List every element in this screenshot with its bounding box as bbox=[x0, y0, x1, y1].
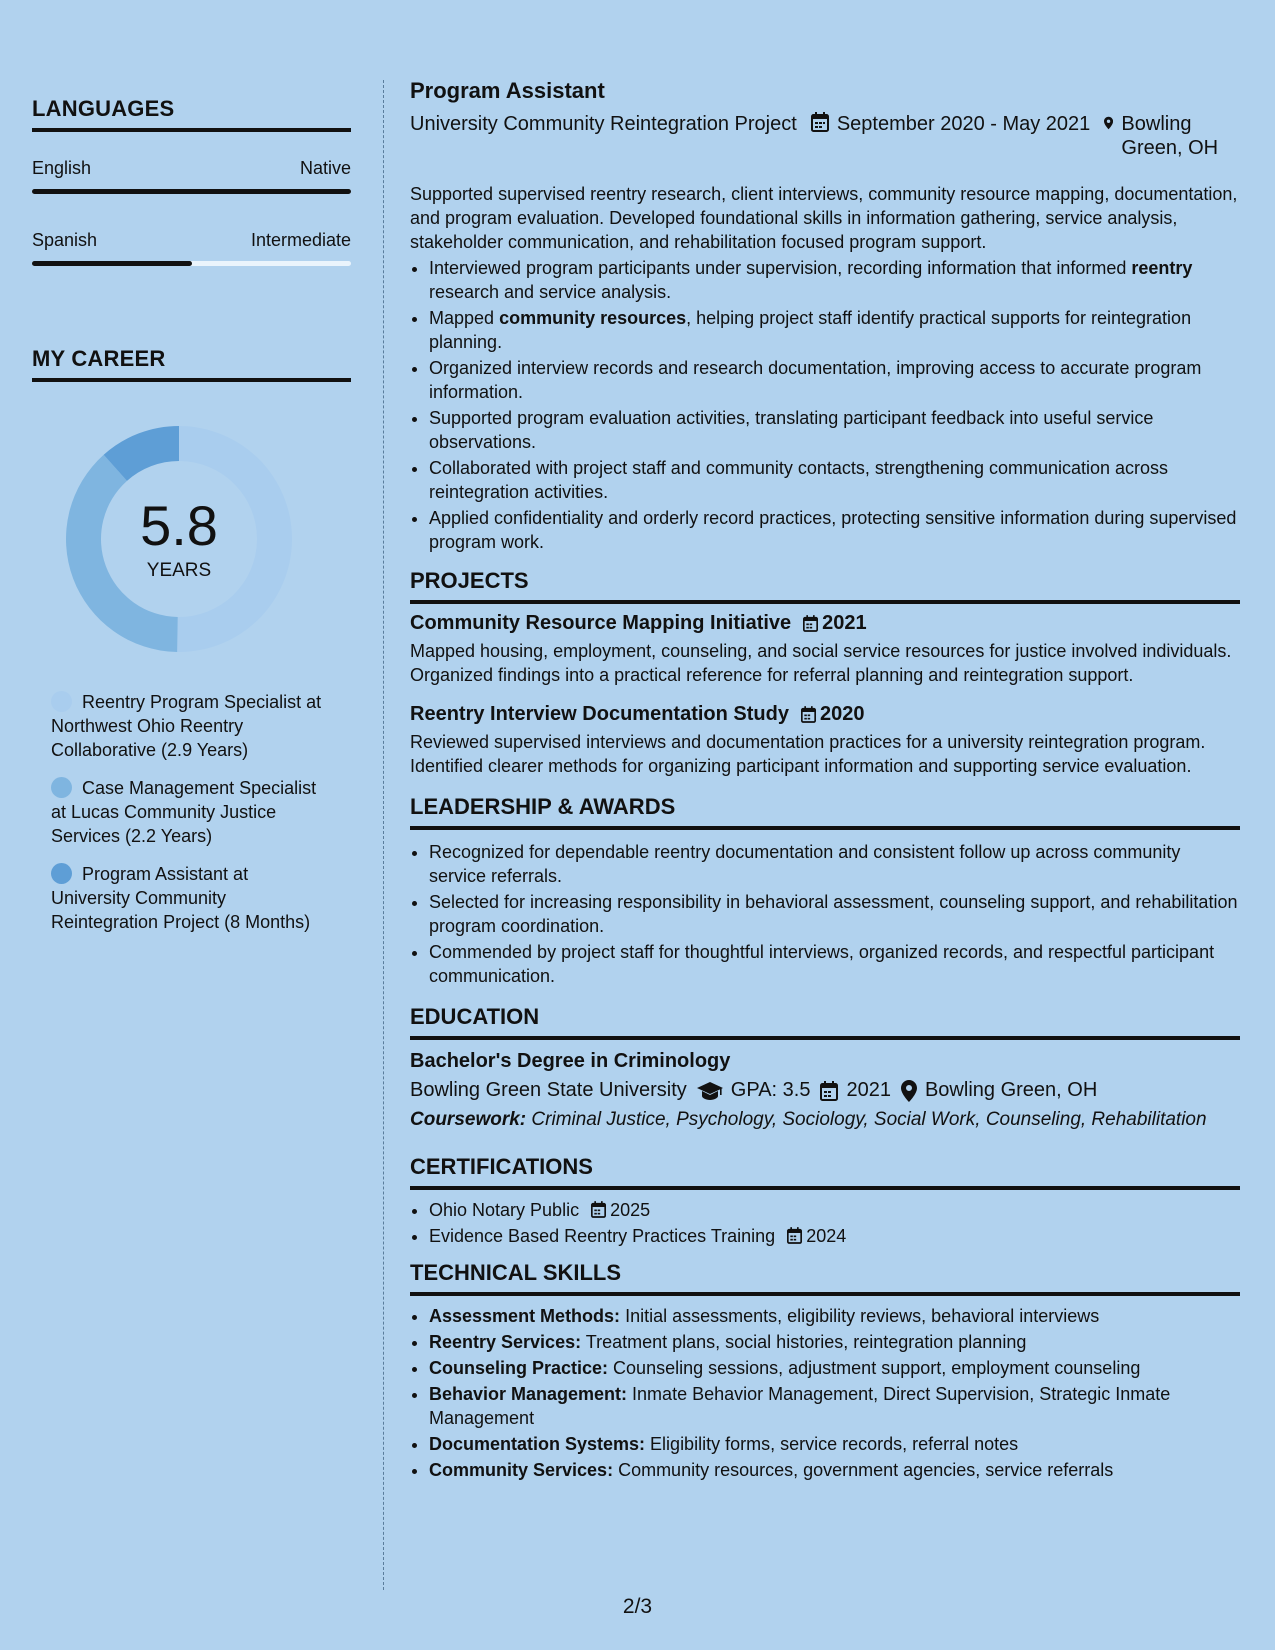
language-bar-fill bbox=[32, 189, 351, 194]
award-item: • Commended by project staff for thoughtful interviews, organized records, and respectful participant communication. bbox=[429, 940, 1240, 988]
main-content bbox=[410, 78, 1240, 1482]
skill-item bbox=[429, 1330, 1240, 1354]
skill-value: Eligibility forms, service records, referral notes bbox=[645, 1434, 1019, 1454]
job-bullet: • Applied confidentiality and orderly record practices, protecting sensitive information during supervised program work. bbox=[429, 506, 1240, 554]
skill-value: Initial assessments, eligibility reviews, behavioral interviews bbox=[620, 1306, 1100, 1326]
career-heading: MY CAREER bbox=[32, 346, 351, 382]
award-item: • Selected for increasing responsibility in behavioral assessment, counseling support, and rehabilitation program coordination. bbox=[429, 890, 1240, 938]
education-coursework bbox=[410, 1108, 1240, 1132]
language-bar-fill bbox=[32, 261, 192, 266]
skill-item bbox=[429, 1304, 1240, 1328]
certifications-list bbox=[410, 1198, 1240, 1248]
skill-item bbox=[429, 1382, 1240, 1430]
certification-item bbox=[429, 1224, 1240, 1248]
calendar-icon bbox=[591, 1201, 606, 1218]
project-year: 2021 bbox=[822, 612, 867, 634]
certification-year: 2025 bbox=[610, 1200, 651, 1220]
project-item bbox=[410, 612, 1240, 687]
job-meta bbox=[410, 112, 1240, 160]
language-item bbox=[32, 158, 351, 194]
certifications-heading: CERTIFICATIONS bbox=[410, 1154, 1240, 1190]
career-total-years: 5.8 bbox=[140, 494, 218, 557]
education-school: Bowling Green State University bbox=[410, 1079, 687, 1101]
coursework-label: Coursework: bbox=[410, 1109, 527, 1130]
awards-heading: LEADERSHIP & AWARDS bbox=[410, 794, 1240, 830]
project-name: Reentry Interview Documentation Study bbox=[410, 703, 789, 725]
job-title: Program Assistant bbox=[410, 78, 605, 103]
project-year: 2020 bbox=[819, 703, 865, 725]
career-donut-chart bbox=[66, 426, 292, 652]
skill-value: Inmate Behavior Management, Direct Supervision, Strategic Inmate Management bbox=[429, 1384, 1171, 1428]
legend-dot bbox=[51, 863, 72, 884]
career-years-unit: YEARS bbox=[146, 560, 212, 581]
skill-label: Behavior Management: bbox=[429, 1384, 628, 1404]
legend-label: Case Management Specialist at Lucas Community Justice Services (2.2 Years) bbox=[51, 778, 317, 846]
language-item bbox=[32, 230, 351, 266]
legend-item bbox=[51, 776, 326, 848]
job-bullet: • Supported program evaluation activities, translating participant feedback into useful service observations. bbox=[429, 406, 1240, 454]
skill-value: Counseling sessions, adjustment support, employment counseling bbox=[608, 1358, 1141, 1378]
job-bullet: • Organized interview records and research documentation, improving access to accurate program information. bbox=[429, 356, 1240, 404]
job-bullet: • Interviewed program participants under supervision, recording information that informed reentry research and service analysis. bbox=[429, 256, 1240, 304]
education-degree: Bachelor's Degree in Criminology bbox=[410, 1050, 731, 1072]
column-divider bbox=[383, 80, 384, 1590]
job-organization: University Community Reintegration Project bbox=[410, 113, 797, 135]
legend-dot bbox=[51, 777, 72, 798]
language-level: Native bbox=[299, 158, 351, 178]
project-item bbox=[410, 703, 1240, 778]
skill-item bbox=[429, 1356, 1240, 1380]
language-bar bbox=[32, 189, 351, 194]
job-bullet: • Collaborated with project staff and community contacts, strengthening communication across reintegration activities. bbox=[429, 456, 1240, 504]
skill-label: Reentry Services: bbox=[429, 1332, 582, 1352]
legend-item bbox=[51, 690, 326, 762]
skill-item bbox=[429, 1432, 1240, 1456]
location-pin-icon bbox=[901, 1080, 917, 1102]
job-bullets bbox=[410, 256, 1240, 554]
calendar-icon bbox=[820, 1081, 838, 1101]
legend-label: Program Assistant at University Community Reintegration Project (8 Months) bbox=[51, 864, 311, 932]
language-name: English bbox=[32, 158, 92, 178]
language-level: Intermediate bbox=[250, 230, 351, 250]
projects-list bbox=[410, 612, 1240, 778]
education-gpa: GPA: 3.5 bbox=[730, 1079, 811, 1101]
skill-item bbox=[429, 1458, 1240, 1482]
education-location: Bowling Green, OH bbox=[924, 1079, 1098, 1101]
award-item: • Recognized for dependable reentry documentation and consistent follow up across community service referrals. bbox=[429, 840, 1240, 888]
legend-label: Reentry Program Specialist at Northwest Ohio Reentry Collaborative (2.9 Years) bbox=[51, 692, 322, 760]
education-year: 2021 bbox=[846, 1079, 891, 1101]
coursework-list: Criminal Justice, Psychology, Sociology, Social Work, Counseling, Rehabilitation bbox=[526, 1109, 1207, 1130]
career-legend bbox=[32, 690, 351, 934]
calendar-icon bbox=[811, 112, 829, 132]
job-location: Bowling Green, OH bbox=[1121, 113, 1219, 159]
calendar-icon bbox=[787, 1227, 802, 1244]
certification-item bbox=[429, 1198, 1240, 1222]
certification-name: Evidence Based Reentry Practices Training bbox=[429, 1226, 776, 1246]
job-bullet: • Mapped community resources, helping project staff identify practical supports for reintegration planning. bbox=[429, 306, 1240, 354]
education-heading: EDUCATION bbox=[410, 1004, 1240, 1040]
location-pin-icon bbox=[1104, 112, 1113, 134]
calendar-icon bbox=[803, 615, 818, 632]
skills-list bbox=[410, 1304, 1240, 1482]
skill-label: Community Services: bbox=[429, 1460, 614, 1480]
language-bar bbox=[32, 261, 351, 266]
skill-label: Counseling Practice: bbox=[429, 1358, 609, 1378]
projects-heading: PROJECTS bbox=[410, 568, 1240, 604]
languages-heading: LANGUAGES bbox=[32, 96, 351, 132]
skill-label: Documentation Systems: bbox=[429, 1434, 646, 1454]
language-name: Spanish bbox=[32, 230, 98, 250]
skill-label: Assessment Methods: bbox=[429, 1306, 621, 1326]
skill-value: Treatment plans, social histories, reintegration planning bbox=[581, 1332, 1027, 1352]
job-summary: Supported supervised reentry research, client interviews, community resource mapping, documentation, and program evaluation. Developed foundational skills in information gathering, service analysis, stakeholder communication, and rehabilitation focused program support. bbox=[410, 184, 1238, 252]
certification-year: 2024 bbox=[806, 1226, 847, 1246]
page-number: 2/3 bbox=[622, 1595, 653, 1618]
project-name: Community Resource Mapping Initiative bbox=[410, 612, 792, 634]
legend-item bbox=[51, 862, 326, 934]
project-description: Reviewed supervised interviews and documentation practices for a university reintegration program. Identified clearer methods for organizing participant information and supporting service evaluation. bbox=[410, 732, 1206, 776]
education-meta bbox=[410, 1079, 1240, 1102]
graduation-cap-icon bbox=[697, 1082, 723, 1100]
certification-name: Ohio Notary Public bbox=[429, 1200, 580, 1220]
job-dates: September 2020 - May 2021 bbox=[836, 113, 1091, 135]
awards-list bbox=[410, 840, 1240, 988]
project-description: Mapped housing, employment, counseling, and social service resources for justice involved individuals. Organized findings into a practical reference for referral planning and reintegration support. bbox=[410, 641, 1232, 685]
skill-value: Community resources, government agencies, service referrals bbox=[613, 1460, 1114, 1480]
sidebar bbox=[32, 96, 351, 948]
calendar-icon bbox=[801, 706, 816, 723]
legend-dot bbox=[51, 691, 72, 712]
skills-heading: TECHNICAL SKILLS bbox=[410, 1260, 1240, 1296]
